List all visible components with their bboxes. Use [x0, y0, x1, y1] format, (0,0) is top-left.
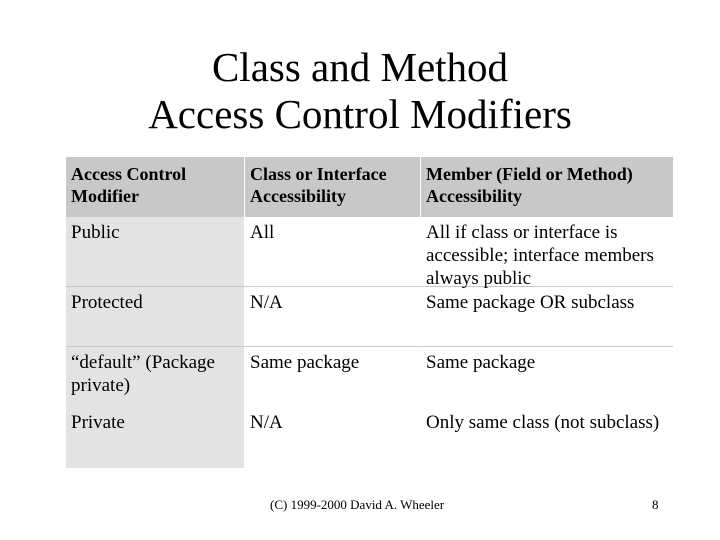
copyright-text: (C) 1999-2000 David A. Wheeler: [270, 497, 445, 512]
access-modifiers-table: [66, 157, 673, 468]
header-access-control-modifier: Access Control Modifier: [66, 157, 244, 217]
row-private-class-access: N/A: [244, 407, 420, 468]
slide-title-line-1: Class and Method: [211, 44, 509, 90]
row-public-member-access: All if class or interface is accessible; interface members always public: [420, 217, 673, 287]
header-member-accessibility: Member (Field or Method) Accessibility: [420, 157, 673, 217]
row-private-member-access: Only same class (not subclass): [420, 407, 673, 468]
row-default-member-access: Same package: [420, 347, 673, 407]
row-default-modifier: “default” (Package private): [66, 347, 244, 407]
row-protected-modifier: Protected: [66, 287, 244, 347]
row-private-modifier: Private: [66, 407, 244, 468]
slide-title-line-2: Access Control Modifiers: [148, 91, 572, 137]
row-public-class-access: All: [244, 217, 420, 287]
row-protected-class-access: N/A: [244, 287, 420, 347]
row-public-modifier: Public: [66, 217, 244, 287]
header-class-interface-accessibility: Class or Interface Accessibility: [244, 157, 420, 217]
page-number: 8: [652, 497, 659, 512]
row-protected-member-access: Same package OR subclass: [420, 287, 673, 347]
slide-title: [0, 44, 720, 138]
row-default-class-access: Same package: [244, 347, 420, 407]
